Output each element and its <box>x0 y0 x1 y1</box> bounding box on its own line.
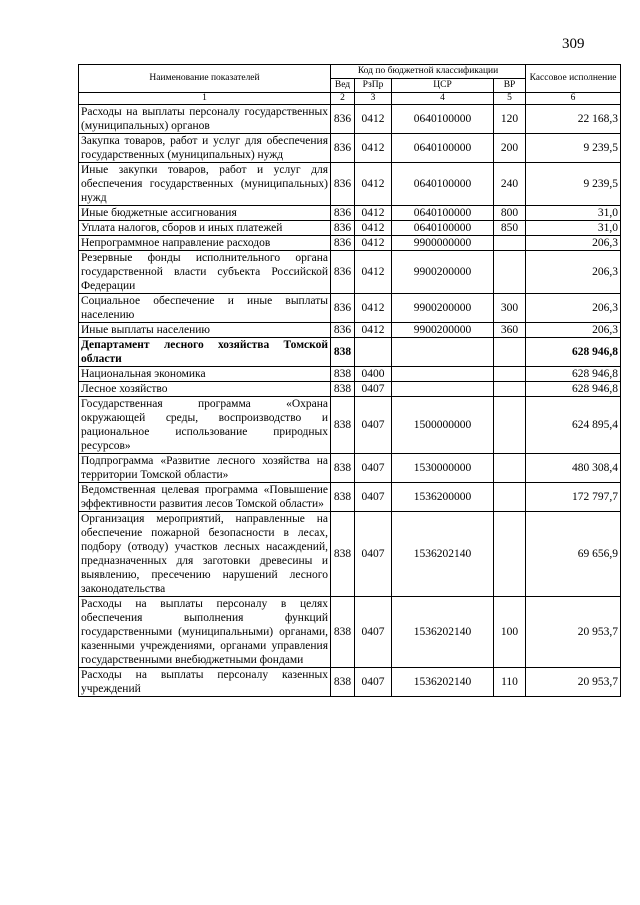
row-csr <box>392 367 494 382</box>
row-csr <box>392 338 494 367</box>
row-name: Иные бюджетные ассигнования <box>79 206 331 221</box>
header-ved: Вед <box>331 79 355 93</box>
header-csr: ЦСР <box>392 79 494 93</box>
row-csr: 1536200000 <box>392 483 494 512</box>
row-cash-execution: 628 946,8 <box>526 367 621 382</box>
row-ved: 836 <box>331 206 355 221</box>
header-indicator-name: Наименование показателей <box>79 65 331 93</box>
row-ved: 836 <box>331 323 355 338</box>
table-row <box>79 236 621 251</box>
row-name: Иные выплаты населению <box>79 323 331 338</box>
page-number: 309 <box>562 36 585 52</box>
header-rzpr: РзПр <box>355 79 392 93</box>
table-row <box>79 294 621 323</box>
row-csr: 0640100000 <box>392 221 494 236</box>
table-row <box>79 251 621 294</box>
row-rzpr: 0412 <box>355 134 392 163</box>
row-vr <box>494 397 526 454</box>
row-csr: 0640100000 <box>392 163 494 206</box>
row-ved: 838 <box>331 367 355 382</box>
row-vr <box>494 367 526 382</box>
row-rzpr: 0407 <box>355 597 392 668</box>
row-cash-execution: 22 168,3 <box>526 105 621 134</box>
row-name: Иные закупки товаров, работ и услуг для обеспечения государственных (муниципальных) нужд <box>79 163 331 206</box>
header-budget-code: Код по бюджетной классификации <box>331 65 526 79</box>
row-cash-execution: 206,3 <box>526 251 621 294</box>
row-vr: 100 <box>494 597 526 668</box>
row-name: Закупка товаров, работ и услуг для обеспечения государственных (муниципальных) нужд <box>79 134 331 163</box>
row-ved: 838 <box>331 338 355 367</box>
budget-execution-table <box>78 64 621 697</box>
row-name: Социальное обеспечение и иные выплаты населению <box>79 294 331 323</box>
row-cash-execution: 9 239,5 <box>526 163 621 206</box>
row-cash-execution: 628 946,8 <box>526 338 621 367</box>
row-cash-execution: 31,0 <box>526 221 621 236</box>
row-ved: 836 <box>331 105 355 134</box>
column-number: 2 <box>331 93 355 105</box>
row-vr: 300 <box>494 294 526 323</box>
column-number: 3 <box>355 93 392 105</box>
row-rzpr: 0407 <box>355 668 392 697</box>
row-ved: 836 <box>331 236 355 251</box>
row-csr: 0640100000 <box>392 206 494 221</box>
row-vr: 110 <box>494 668 526 697</box>
row-name: Государственная программа «Охрана окружающей среды, воспроизводство и рациональное использование природных ресурсов» <box>79 397 331 454</box>
row-vr: 800 <box>494 206 526 221</box>
row-vr: 850 <box>494 221 526 236</box>
row-csr <box>392 382 494 397</box>
table-row <box>79 512 621 597</box>
row-rzpr: 0412 <box>355 294 392 323</box>
table-row <box>79 134 621 163</box>
row-rzpr: 0412 <box>355 251 392 294</box>
row-cash-execution: 69 656,9 <box>526 512 621 597</box>
row-name: Ведомственная целевая программа «Повышение эффективности развития лесов Томской области» <box>79 483 331 512</box>
row-csr: 0640100000 <box>392 105 494 134</box>
table-row <box>79 597 621 668</box>
row-rzpr: 0412 <box>355 206 392 221</box>
row-name: Уплата налогов, сборов и иных платежей <box>79 221 331 236</box>
table-row <box>79 338 621 367</box>
column-number: 6 <box>526 93 621 105</box>
table-row <box>79 367 621 382</box>
table-row <box>79 668 621 697</box>
row-csr: 1530000000 <box>392 454 494 483</box>
row-cash-execution: 31,0 <box>526 206 621 221</box>
row-name: Подпрограмма «Развитие лесного хозяйства на территории Томской области» <box>79 454 331 483</box>
table-row <box>79 454 621 483</box>
row-csr: 1500000000 <box>392 397 494 454</box>
table-row <box>79 206 621 221</box>
row-rzpr: 0407 <box>355 397 392 454</box>
row-rzpr: 0407 <box>355 454 392 483</box>
row-cash-execution: 20 953,7 <box>526 597 621 668</box>
table-row <box>79 397 621 454</box>
row-rzpr: 0407 <box>355 382 392 397</box>
row-rzpr: 0407 <box>355 483 392 512</box>
row-vr <box>494 236 526 251</box>
row-name: Департамент лесного хозяйства Томской области <box>79 338 331 367</box>
row-csr: 9900200000 <box>392 323 494 338</box>
row-ved: 836 <box>331 251 355 294</box>
row-vr: 240 <box>494 163 526 206</box>
row-cash-execution: 206,3 <box>526 236 621 251</box>
row-csr: 1536202140 <box>392 668 494 697</box>
row-ved: 838 <box>331 454 355 483</box>
table-body <box>79 105 621 697</box>
row-cash-execution: 624 895,4 <box>526 397 621 454</box>
row-rzpr: 0412 <box>355 221 392 236</box>
column-number: 5 <box>494 93 526 105</box>
row-csr: 1536202140 <box>392 597 494 668</box>
row-vr <box>494 483 526 512</box>
row-ved: 838 <box>331 397 355 454</box>
row-rzpr <box>355 338 392 367</box>
row-vr: 120 <box>494 105 526 134</box>
row-rzpr: 0412 <box>355 163 392 206</box>
row-vr <box>494 338 526 367</box>
table-row <box>79 323 621 338</box>
row-csr: 0640100000 <box>392 134 494 163</box>
row-csr: 9900000000 <box>392 236 494 251</box>
row-vr <box>494 512 526 597</box>
table-row <box>79 163 621 206</box>
row-csr: 1536202140 <box>392 512 494 597</box>
row-ved: 838 <box>331 668 355 697</box>
row-name: Расходы на выплаты персоналу в целях обеспечения выполнения функций государственными (муниципальными) органами, казенными учреждениями, органами управления государственными внебюджетными фондами <box>79 597 331 668</box>
row-ved: 836 <box>331 294 355 323</box>
row-name: Организация мероприятий, направленные на обеспечение пожарной безопасности в лесах, подбору (отводу) участков лесных насаждений, предназначенных для заготовки древесины и выявлению, пресечению нарушений лесного законодательства <box>79 512 331 597</box>
row-ved: 838 <box>331 382 355 397</box>
row-csr: 9900200000 <box>392 251 494 294</box>
row-ved: 838 <box>331 597 355 668</box>
row-ved: 838 <box>331 483 355 512</box>
row-rzpr: 0412 <box>355 323 392 338</box>
header-vr: ВР <box>494 79 526 93</box>
row-cash-execution: 206,3 <box>526 294 621 323</box>
table-row <box>79 105 621 134</box>
column-number: 4 <box>392 93 494 105</box>
row-rzpr: 0412 <box>355 105 392 134</box>
row-name: Резервные фонды исполнительного органа государственной власти субъекта Российской Федерации <box>79 251 331 294</box>
row-cash-execution: 206,3 <box>526 323 621 338</box>
row-cash-execution: 480 308,4 <box>526 454 621 483</box>
row-vr <box>494 251 526 294</box>
column-number: 1 <box>79 93 331 105</box>
row-name: Расходы на выплаты персоналу казенных учреждений <box>79 668 331 697</box>
row-vr <box>494 454 526 483</box>
row-cash-execution: 172 797,7 <box>526 483 621 512</box>
row-rzpr: 0407 <box>355 512 392 597</box>
table-row <box>79 221 621 236</box>
row-name: Лесное хозяйство <box>79 382 331 397</box>
row-vr <box>494 382 526 397</box>
row-name: Непрограммное направление расходов <box>79 236 331 251</box>
row-rzpr: 0400 <box>355 367 392 382</box>
row-ved: 836 <box>331 134 355 163</box>
row-name: Расходы на выплаты персоналу государственных (муниципальных) органов <box>79 105 331 134</box>
row-name: Национальная экономика <box>79 367 331 382</box>
row-vr: 200 <box>494 134 526 163</box>
row-ved: 836 <box>331 221 355 236</box>
row-ved: 836 <box>331 163 355 206</box>
header-cash-execution: Кассовое исполнение <box>526 65 621 93</box>
row-cash-execution: 628 946,8 <box>526 382 621 397</box>
row-rzpr: 0412 <box>355 236 392 251</box>
row-cash-execution: 9 239,5 <box>526 134 621 163</box>
table-row <box>79 483 621 512</box>
row-vr: 360 <box>494 323 526 338</box>
row-ved: 838 <box>331 512 355 597</box>
row-cash-execution: 20 953,7 <box>526 668 621 697</box>
row-csr: 9900200000 <box>392 294 494 323</box>
table-row <box>79 382 621 397</box>
